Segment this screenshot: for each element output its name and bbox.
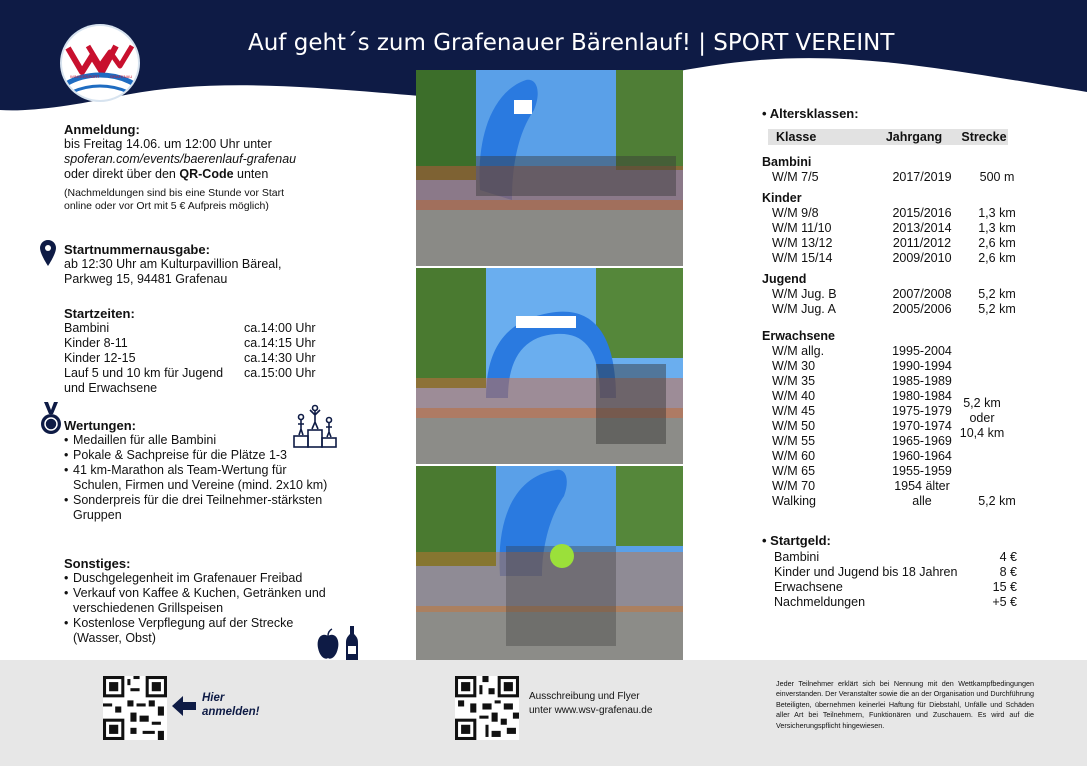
- registration-note1: (Nachmeldungen sind bis eine Stunde vor Start: [64, 187, 285, 199]
- start-time-row: Kinder 8-11 ca.14:15 Uhr: [64, 336, 316, 350]
- table-row: W/M Jug. B 2007/2008 5,2 km: [772, 287, 1016, 301]
- apple-bottle-icon: [316, 626, 362, 662]
- race-photo-2: [416, 268, 683, 464]
- table-row: W/M 9/8 2015/2016 1,3 km: [772, 206, 1016, 220]
- group-kinder: Kinder: [762, 191, 802, 205]
- race-photo-1: [416, 70, 683, 266]
- arrow-left-icon: [172, 696, 196, 716]
- table-row: W/M 13/12 2011/2012 2,6 km: [772, 236, 1016, 250]
- list-item: • Duschgelegenheit im Grafenauer Freibad: [64, 571, 326, 586]
- misc-section: [64, 556, 326, 646]
- flyer-info: Ausschreibung und Flyer unter www.wsv-grafenau.de: [529, 691, 653, 716]
- table-row: W/M 7/5 2017/2019 500 m: [772, 170, 1015, 184]
- registration-line3: oder direkt über den QR-Code unten: [64, 167, 269, 181]
- age-table-header: Klasse Jahrgang Strecke: [768, 129, 1008, 145]
- start-times-title: Startzeiten:: [64, 306, 135, 321]
- table-row: W/M 60 1960-1964: [772, 449, 952, 463]
- fee-row: Bambini 4 €: [774, 550, 1017, 564]
- list-item: • Sonderpreis für die drei Teilnehmer-stärksten Gruppen: [64, 493, 327, 523]
- fee-row: Kinder und Jugend bis 18 Jahren 8 €: [774, 565, 1017, 579]
- table-row: W/M 45 1975-1979: [772, 404, 952, 418]
- list-item: • Medaillen für alle Bambini: [64, 433, 327, 448]
- qr-code-register-icon[interactable]: [103, 676, 167, 740]
- logo-text-left: WINTERSPORT: [70, 74, 100, 79]
- misc-title: Sonstiges:: [64, 556, 131, 571]
- erwachsene-block: [762, 344, 1022, 494]
- table-row: W/M 40 1980-1984: [772, 389, 952, 403]
- ratings-title: Wertungen:: [64, 418, 136, 433]
- list-item: • Pokale & Sachpreise für die Plätze 1-3: [64, 448, 327, 463]
- list-item: • Verkauf von Kaffee & Kuchen, Getränken und verschiedenen Grillspeisen: [64, 586, 326, 616]
- registration-title: Anmeldung:: [64, 122, 140, 137]
- table-row: W/M 35 1985-1989: [772, 374, 952, 388]
- start-time-extra: und Erwachsene: [64, 381, 158, 395]
- race-photo-3: [416, 466, 683, 661]
- table-row: W/M Jug. A 2005/2006 5,2 km: [772, 302, 1016, 316]
- fee-row: Nachmeldungen +5 €: [774, 595, 1017, 609]
- right-column: [762, 106, 1022, 610]
- table-row: W/M 30 1990-1994: [772, 359, 952, 373]
- bib-pickup-line1: ab 12:30 Uhr am Kulturpavillion Bäreal,: [64, 257, 282, 271]
- table-row-walking: Walking alle 5,2 km: [772, 494, 1016, 508]
- group-erwachsene: Erwachsene: [762, 329, 835, 343]
- ratings-section: [64, 418, 327, 523]
- footer: [0, 660, 1087, 766]
- disclaimer-text: Jeder Teilnehmer erklärt sich bei Nennung mit den Wettkampfbedingungen einverstanden. Der Veranstalter sowie die an der Organisation und Durchführung Beteiligten, übernehmen keinerlei Haftung für Diebstahl, Unfälle und Schäden aller Art bei Teilnehmern, Funktionären und Zuschauern. Es wird auf die Versicherungspflicht hingewiesen.: [776, 679, 1034, 730]
- table-row: W/M 15/14 2009/2010 2,6 km: [772, 251, 1016, 265]
- registration-section: [64, 122, 296, 213]
- start-times-section: [64, 306, 316, 396]
- table-row: W/M 11/10 2013/2014 1,3 km: [772, 221, 1016, 235]
- page-title: Auf geht´s zum Grafenauer Bärenlauf! | SPORT VEREINT: [248, 30, 895, 56]
- table-row: W/M 70 1954 älter: [772, 479, 950, 493]
- registration-url[interactable]: spoferan.com/events/baerenlauf-grafenau: [64, 152, 297, 166]
- age-classes-title: • Altersklassen:: [762, 106, 859, 121]
- medal-icon: [40, 402, 62, 436]
- registration-note2: online oder vor Ort mit 5 € Aufpreis möglich): [64, 200, 269, 212]
- logo-text-right: GRAFENAU: [110, 74, 133, 79]
- fee-row: Erwachsene 15 €: [774, 580, 1017, 594]
- fees-title: • Startgeld:: [762, 533, 831, 548]
- bib-pickup-section: [64, 242, 281, 287]
- table-row: W/M 55 1965-1969: [772, 434, 952, 448]
- group-jugend: Jugend: [762, 272, 807, 286]
- table-row: W/M 65 1955-1959: [772, 464, 952, 478]
- start-time-row: Kinder 12-15 ca.14:30 Uhr: [64, 351, 316, 365]
- list-item: • 41 km-Marathon als Team-Wertung für Schulen, Firmen und Vereine (mind. 2x10 km): [64, 463, 327, 493]
- list-item: • Kostenlose Verpflegung auf der Strecke (Wasser, Obst): [64, 616, 326, 646]
- register-label: Hier anmelden!: [202, 692, 260, 718]
- table-row: W/M 50 1970-1974: [772, 419, 952, 433]
- table-row: W/M allg. 1995-2004: [772, 344, 952, 358]
- qr-code-flyer-icon[interactable]: [455, 676, 519, 740]
- start-time-row: Bambini ca.14:00 Uhr: [64, 321, 316, 335]
- location-pin-icon: [40, 240, 56, 266]
- start-time-row: Lauf 5 und 10 km für Jugend ca.15:00 Uhr: [64, 366, 316, 380]
- bib-pickup-line2: Parkweg 15, 94481 Grafenau: [64, 272, 228, 286]
- registration-line1: bis Freitag 14.06. um 12:00 Uhr unter: [64, 137, 272, 151]
- bib-pickup-title: Startnummernausgabe:: [64, 242, 210, 257]
- adult-distance: 5,2 km oder 10,4 km: [959, 396, 1005, 440]
- group-bambini: Bambini: [762, 155, 812, 169]
- club-logo: [62, 26, 138, 100]
